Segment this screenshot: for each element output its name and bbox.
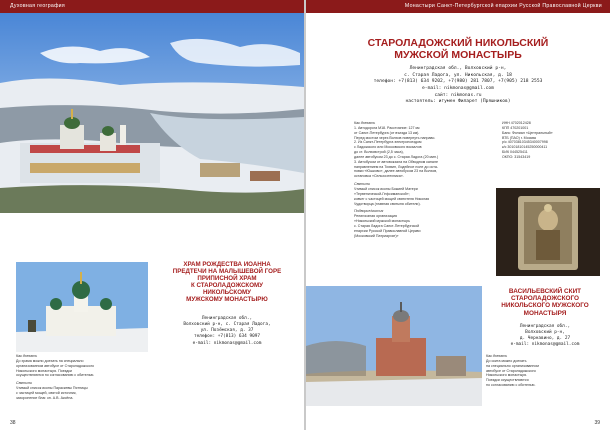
- monastery-title: [318, 38, 598, 62]
- hram-info: [16, 354, 156, 401]
- hram-title-line: ПРЕДТЕЧИ НА МАЛЫШЕВОЙ ГОРЕ: [172, 267, 282, 275]
- hram-how-line: организованном автобусе от Староладожского: [16, 363, 94, 368]
- monastery-assign-line: с. Старая Ладога Санкт-Петербургской: [354, 223, 420, 228]
- skit-info: [486, 354, 604, 388]
- hram-title: [156, 262, 298, 304]
- skit-title-line: МОНАСТЫРЯ: [523, 309, 567, 317]
- monastery-how-line: до ст. Волховстрой (2,5 часа),: [354, 150, 404, 155]
- contact-line: e-mail: nikmonas@gmail.com: [422, 85, 494, 91]
- monastery-how-line: 2. Из Санкт-Петербурга электропоездом: [354, 140, 422, 145]
- monastery-contacts: [318, 66, 598, 106]
- contact-line: телефон: +7(813) 634 9202, +7(980) 281 7807, +7(905) 218 2553: [373, 79, 543, 85]
- hram-shrines-heading: Святыни: [16, 381, 32, 386]
- monastery-assign-line: «Никольский мужской монастырь: [354, 219, 411, 224]
- hram-how-line: осуществляются по согласованию с обителью.: [16, 373, 95, 378]
- contact-line: с. Старая Ладога, ул. Никольская, д. 18: [404, 72, 512, 78]
- skit-how-heading: Как доехать: [486, 354, 508, 358]
- skit-how-line: автобусе от Староладожского: [486, 368, 536, 373]
- monastery-shrine-line: ковчег с частицей мощей святителя Николая: [354, 196, 430, 201]
- monastery-title-line: СТАРОЛАДОЖСКИЙ НИКОЛЬСКИЙ: [367, 37, 549, 49]
- monastery-shrine-line: Чтимый список иконы Божией Матери: [354, 186, 418, 191]
- skit-address-line: e-mail: nikmonas@gmail.com: [510, 342, 580, 348]
- monastery-how-heading: Как доехать: [354, 121, 376, 125]
- monastery-how-line: Перед мостом через Волхов повернуть направо.: [354, 135, 436, 140]
- monastery-info: [354, 121, 494, 238]
- monastery-title-line: МУЖСКОЙ МОНАСТЫРЬ: [394, 48, 522, 61]
- hram-title-line: К СТАРОЛАДОЖСКОМУ: [190, 281, 264, 289]
- skit-photo: [306, 286, 482, 406]
- skit-title-line: СТАРОЛАДОЖСКОГО: [511, 295, 579, 303]
- hram-how-line: Никольского монастыря. Поездки: [16, 368, 72, 373]
- hram-how-heading: Как доехать: [16, 354, 38, 358]
- right-page-number: 39: [594, 420, 600, 426]
- right-header-text: Монастыри Санкт-Петербургской епархии Русской Православной Церкви: [404, 3, 602, 9]
- monastery-assign-line: (Московский Патриархат)»: [354, 233, 399, 238]
- monastery-how-line: остановка «Сельхозтехника».: [354, 174, 404, 179]
- left-page-number: 38: [10, 420, 16, 426]
- monastery-how-line: 3. Автобусом от автовокзала на Обводном канале: [354, 159, 438, 164]
- hram-title-line: НИКОЛЬСКОМУ: [202, 288, 252, 296]
- hram-address: [160, 316, 294, 347]
- hram-shrine-line: Чтимый список иконы Параскевы Пятницы: [16, 386, 88, 391]
- skit-address-line: Волховский р-н,: [525, 330, 565, 336]
- right-header: [306, 0, 610, 13]
- bank-line: к/с 30101810145250000411: [502, 145, 548, 150]
- monastery-aerial-photo: [0, 13, 304, 213]
- monastery-how-line: 1. Автодорога М18. Расстояние: 127 км: [354, 125, 420, 130]
- skit-address-line: Ленинградская обл.,: [519, 324, 571, 329]
- monastery-shrine-line: «Тервенической-Гефсиманской»;: [354, 191, 410, 196]
- skit-how-line: на специально организованном: [486, 363, 539, 368]
- contact-line: настоятель: игумен Филарет (Пряшников): [405, 99, 511, 105]
- bank-line: Банк: Филиал «Центральный»: [502, 130, 553, 135]
- hram-address-line: ул. Позёмская, д. 37: [200, 328, 254, 334]
- bank-line: ИНН 4702012428: [502, 121, 531, 125]
- bank-line: КПП 470201001: [502, 125, 529, 130]
- icon-reliquary-photo: [496, 188, 600, 276]
- hram-title-line: МУЖСКОМУ МОНАСТЫРЮ: [186, 295, 268, 303]
- left-header-text: Духовная география: [10, 3, 65, 9]
- monastery-how-line: от Санкт-Петербурга (от въезда 13 км).: [354, 130, 420, 135]
- church-photo: [16, 262, 148, 352]
- skit-how-line: До скита можно доехать: [486, 358, 527, 363]
- contact-line: сайт: nikmonas.ru: [434, 92, 482, 98]
- left-page: [0, 0, 304, 430]
- bank-line: ОКПО: 31543419: [502, 154, 531, 159]
- skit-how-line: Поездки осуществляются: [486, 378, 529, 383]
- hram-title-line: ХРАМ РОЖДЕСТВА ИОАННА: [183, 261, 271, 268]
- hram-title-line: ПРИПИСНОЙ ХРАМ: [197, 274, 257, 282]
- hram-address-line: e-mail: nikmonas@gmail.com: [192, 340, 262, 346]
- skit-title-line: НИКОЛЬСКОГО МУЖСКОГО: [501, 302, 589, 310]
- monastery-how-line: новки «Юшково», далее автобусом 23 на Волхов,: [354, 169, 438, 174]
- hram-shrine-line: с частицей мощей, святой источник,: [16, 390, 77, 395]
- monastery-how-line: направлением на Тихвин, Лодейное поле до оста-: [354, 164, 439, 169]
- hram-address-line: телефон: +7(813) 634 9097: [193, 334, 261, 340]
- monastery-how-line: с Ладожского или Московского вокзалов: [354, 145, 422, 150]
- monastery-shrine-line: Чудотворца (главная святыня обители).: [354, 201, 421, 206]
- monastery-how-line: далее автобусом 23 до с. Старая Ладога (20 мин.): [354, 154, 439, 159]
- hram-how-line: До храма можно доехать на специально: [16, 358, 84, 363]
- hram-address-line: Волховский р-н, с. Старая Ладога,: [183, 322, 271, 328]
- contact-line: Ленинградская обл., Волховский р-н,: [409, 66, 507, 71]
- bank-line: ВТБ (ПАО) г. Москва: [502, 135, 536, 140]
- skit-how-line: Никольского монастыря.: [486, 373, 528, 378]
- skit-title-line: ВАСИЛЬЕВСКИЙ СКИТ: [508, 288, 582, 295]
- monastery-shrines-heading: Святыни: [354, 182, 370, 187]
- skit-address-line: д. Чернавино, д. 27: [519, 336, 571, 342]
- bank-line: БИК 044525411: [502, 150, 528, 155]
- right-page: [306, 0, 610, 430]
- skit-title: [486, 288, 604, 317]
- monastery-assign-line: епархии Русской Православной Церкви: [354, 228, 421, 233]
- bank-line: р/с 40703810345340007998: [502, 140, 548, 145]
- monastery-assign-line: Религиозная организация: [354, 214, 397, 219]
- hram-shrine-line: захоронение благ. кн. А.В. Аксёна.: [16, 395, 74, 400]
- monastery-assign-heading: Подворье/миссия: [354, 209, 384, 214]
- bank-details: [502, 121, 602, 160]
- hram-address-line: Ленинградская обл.,: [201, 316, 253, 321]
- skit-address: [486, 324, 604, 349]
- skit-how-line: по согласованию с обителью.: [486, 383, 536, 388]
- left-header: [0, 0, 304, 13]
